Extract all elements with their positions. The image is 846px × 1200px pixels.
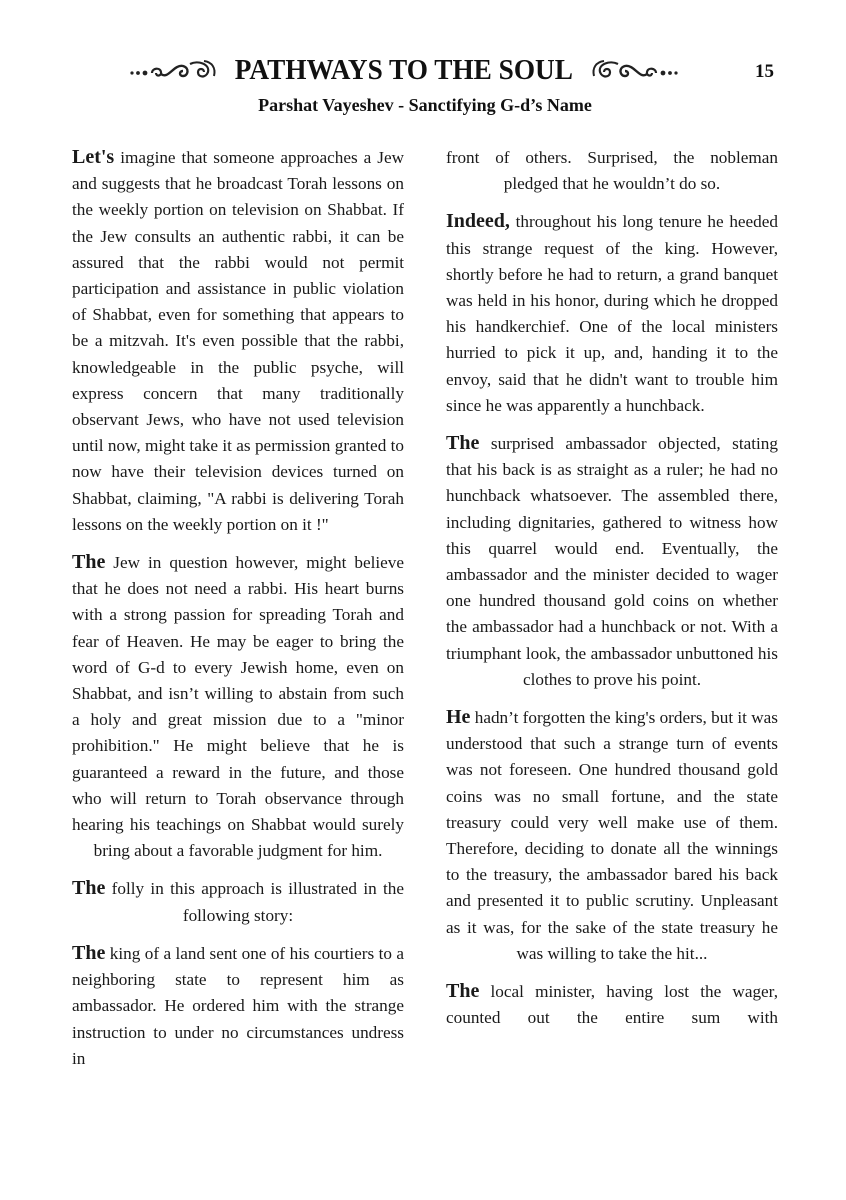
paragraph-lead-word: Let's [72, 146, 115, 168]
paragraph-text: king of a land sent one of his courtiers to a neighboring state to represent him as ambassador. He ordered him with the strange instruction to under no circumstances undress in [72, 943, 404, 1068]
page-number: 15 [755, 61, 774, 82]
right-column [446, 144, 778, 1032]
header-title-row [128, 52, 680, 88]
paragraph [446, 978, 778, 1031]
paragraph [446, 430, 778, 693]
scroll-ornament-left-icon [128, 58, 220, 82]
paragraph-lead-word: The [72, 941, 106, 964]
paragraph [446, 208, 778, 419]
paragraph-text: hadn’t forgotten the king's orders, but it was understood that such a strange turn of events was not foreseen. One hundred thousand gold coins was no small fortune, and the state treasury could very well make use of them. Therefore, deciding to donate all the winnings to the treasury, the ambassador bared his back and presented it to public scrutiny. Unpleasant as it was, for the sake of the state treasury he was willing to take the hit... [446, 708, 778, 963]
paragraph-lead-word: The [72, 551, 106, 574]
paragraph-lead-word: The [446, 432, 480, 455]
paragraph [72, 875, 404, 928]
publication-title: PATHWAYS TO THE SOUL [234, 54, 573, 86]
page-header [0, 50, 846, 90]
paragraph [72, 940, 404, 1072]
paragraph-text: Jew in question however, might believe that he does not need a rabbi. His heart burns with a strong passion for spreading Torah and fear of Heaven. He may be eager to bring the word of G-d to every Jewish home, even on Shabbat, and isn’t willing to abstain from such a holy and great mission due to a "minor prohibition." He might believe that he is guaranteed a reward in the future, and those who will return to Torah observance through hearing his teachings on Shabbat would surely bring about a favorable judgment for him. [72, 553, 404, 861]
paragraph-lead-word: He [446, 706, 471, 729]
paragraph [446, 144, 778, 197]
article-subtitle: Parshat Vayeshev - Sanctifying G-d’s Name [258, 95, 592, 115]
paragraph-text: front of others. Surprised, the nobleman pledged that he wouldn’t do so. [446, 148, 778, 194]
paragraph-lead-word: Indeed, [446, 210, 510, 233]
paragraph-text: folly in this approach is illustrated in the following story: [105, 879, 404, 925]
paragraph-text: local minister, having lost the wager, counted out the entire sum with [446, 982, 778, 1028]
paragraph-text: imagine that someone approaches a Jew and suggests that he broadcast Torah lessons on the weekly portion on television on Shabbat. If the Jew consults an authentic rabbi, it can be assured that the rabbi would not permit participation and assistance in public violation of Shabbat, even for something that appears to be a mitzvah. It's even possible that the rabbi, knowledgeable in the public psyche, will express concern that many traditionally observant Jews, who have not used television until now, might take it as permission granted to now have their television devices turned on Shabbat, claiming, "A rabbi is delivering Torah lessons on the weekly portion on it !" [72, 148, 404, 534]
scroll-ornament-right-icon [588, 58, 680, 82]
paragraph [72, 144, 404, 538]
paragraph-text: surprised ambassador objected, stating that his back is as straight as a ruler; he had no hunchback whatsoever. The assembled there, including dignitaries, gathered to witness how this quarrel would end. Eventually, the ambassador and the minister decided to wager one hundred thousand gold coins on whether the ambassador had a hunchback or not. With a triumphant look, the ambassador unbuttoned his clothes to prove his point. [446, 434, 778, 689]
paragraph-text: throughout his long tenure he heeded this strange request of the king. However, shortly before he had to return, a grand banquet was held in his honor, during which he dropped his handkerchief. One of the local ministers hurried to pick it up, and, handing it to the envoy, said that he didn't want to trouble him since he was apparently a hunchback. [446, 212, 778, 415]
paragraph-lead-word: The [446, 980, 480, 1003]
paragraph [72, 549, 404, 864]
paragraph [446, 704, 778, 967]
left-column [72, 144, 404, 1072]
paragraph-lead-word: The [72, 877, 106, 900]
